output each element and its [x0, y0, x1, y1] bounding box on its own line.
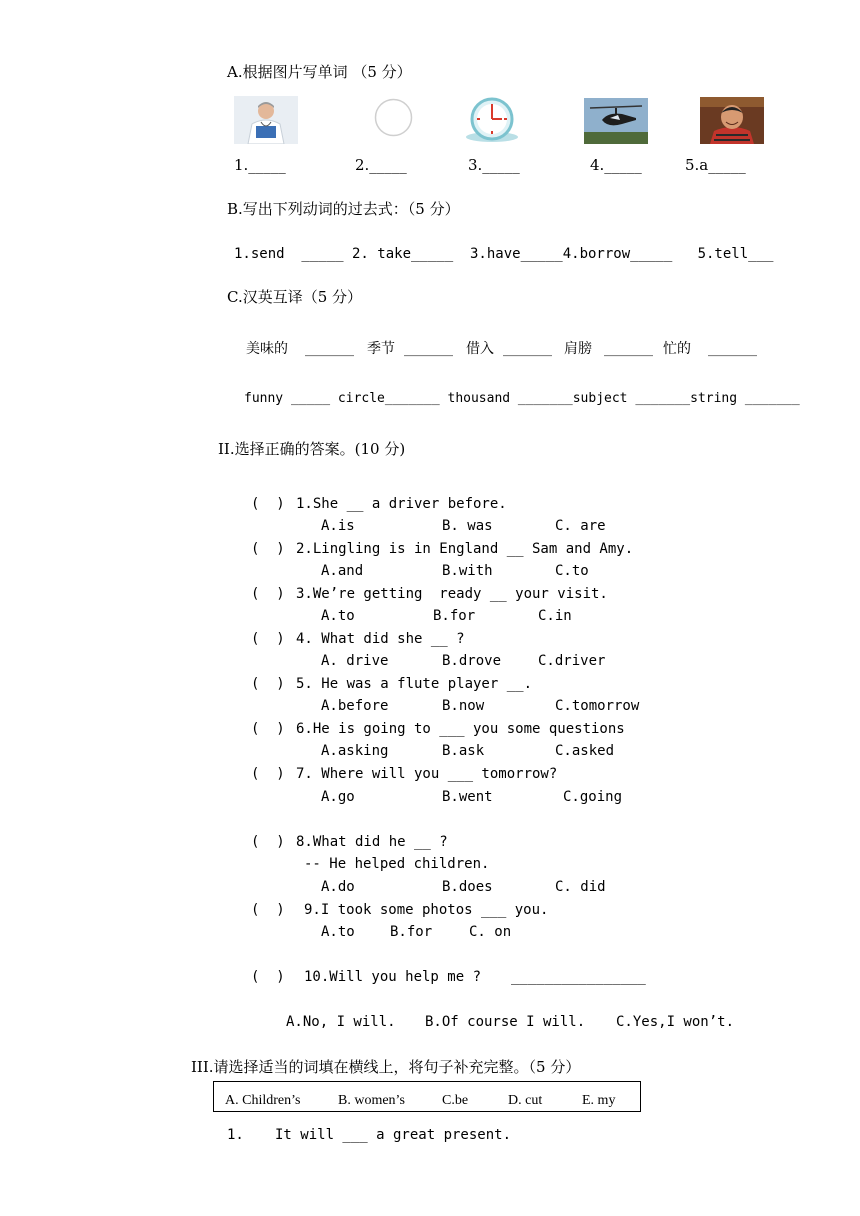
- a-blank-2[interactable]: 2._____: [355, 156, 407, 174]
- a-blank-1[interactable]: 1._____: [234, 156, 286, 174]
- question-8: 8.What did he __ ?: [296, 834, 448, 850]
- c-word-1: 美味的: [246, 341, 288, 357]
- a-blank-5[interactable]: 5.a_____: [685, 156, 746, 174]
- question-4: 4. What did she __ ?: [296, 631, 465, 647]
- word-bank-c: C.be: [442, 1093, 469, 1108]
- q9-option-b: B.for: [390, 924, 433, 940]
- q4-option-a: A. drive: [321, 653, 389, 669]
- q4-option-b: B.drove: [442, 653, 502, 669]
- q10-option-a: A.No, I will.: [286, 1014, 396, 1030]
- section-b-title: B.写出下列动词的过去式：（5 分）: [227, 200, 460, 218]
- section-c-line2[interactable]: funny _____ circle_______ thousand _______subject _______string _______: [244, 391, 800, 406]
- c-blank-3[interactable]: _______: [503, 341, 552, 357]
- q7-option-c: C.going: [563, 789, 623, 805]
- word-bank-box: [213, 1081, 641, 1112]
- word-bank-b: B. women’s: [338, 1093, 405, 1108]
- answer-paren-8[interactable]: ( ): [251, 834, 285, 850]
- q7-option-b: B.went: [442, 789, 493, 805]
- question-1: 1.She __ a driver before.: [296, 496, 507, 512]
- iii-question-1[interactable]: It will ___ a great present.: [275, 1127, 512, 1143]
- a-blank-3[interactable]: 3._____: [468, 156, 520, 174]
- q5-option-c: C.tomorrow: [555, 698, 640, 714]
- c-word-5: 忙的: [663, 341, 691, 357]
- question-2: 2.Lingling is in England __ Sam and Amy.: [296, 541, 634, 557]
- question-5: 5. He was a flute player __.: [296, 676, 533, 692]
- c-word-2: 季节: [367, 341, 395, 357]
- section-iii-title: III.请选择适当的词填在横线上，将句子补充完整。（5 分）: [191, 1058, 581, 1076]
- answer-paren-5[interactable]: ( ): [251, 676, 285, 692]
- q6-option-b: B.ask: [442, 743, 485, 759]
- c-blank-5[interactable]: _______: [708, 341, 757, 357]
- q5-option-b: B.now: [442, 698, 485, 714]
- word-bank-a: A. Children’s: [225, 1093, 301, 1108]
- answer-paren-1[interactable]: ( ): [251, 496, 285, 512]
- question-8-reply: -- He helped children.: [304, 856, 490, 872]
- q4-option-c: C.driver: [538, 653, 606, 669]
- question-9: 9.I took some photos ___ you.: [304, 902, 549, 918]
- q3-option-c: C.in: [538, 608, 572, 624]
- word-bank-d: D. cut: [508, 1093, 543, 1108]
- c-blank-1[interactable]: _______: [305, 341, 354, 357]
- question-10-blank[interactable]: ________________: [511, 969, 646, 985]
- c-word-3: 借入: [466, 341, 494, 357]
- q8-option-a: A.do: [321, 879, 355, 895]
- c-blank-4[interactable]: _______: [604, 341, 653, 357]
- q9-option-a: A.to: [321, 924, 355, 940]
- clock-picture: [460, 97, 524, 145]
- q3-option-b: B.for: [433, 608, 476, 624]
- q6-option-c: C.asked: [555, 743, 615, 759]
- section-b-line[interactable]: 1.send _____ 2. take_____ 3.have_____4.borrow_____ 5.tell___: [234, 246, 774, 262]
- question-3: 3.We’re getting ready __ your visit.: [296, 586, 608, 602]
- iii-question-1-number: 1.: [227, 1127, 244, 1143]
- q9-option-c: C. on: [469, 924, 512, 940]
- q3-option-a: A.to: [321, 608, 355, 624]
- answer-paren-4[interactable]: ( ): [251, 631, 285, 647]
- q6-option-a: A.asking: [321, 743, 389, 759]
- q10-option-b: B.Of course I will.: [425, 1014, 586, 1030]
- q2-option-a: A.and: [321, 563, 364, 579]
- q2-option-c: C.to: [555, 563, 589, 579]
- answer-paren-3[interactable]: ( ): [251, 586, 285, 602]
- helicopter-picture: [584, 98, 648, 144]
- answer-paren-6[interactable]: ( ): [251, 721, 285, 737]
- q1-option-b: B. was: [442, 518, 493, 534]
- question-10: 10.Will you help me ?: [304, 969, 482, 985]
- section-c-title: C.汉英互译（5 分）: [227, 288, 363, 306]
- answer-paren-7[interactable]: ( ): [251, 766, 285, 782]
- c-word-4: 肩膀: [564, 341, 592, 357]
- man-picture: [700, 97, 764, 144]
- q10-option-c: C.Yes,I won’t.: [616, 1014, 735, 1030]
- a-blank-4[interactable]: 4._____: [590, 156, 642, 174]
- q8-option-b: B.does: [442, 879, 493, 895]
- q5-option-a: A.before: [321, 698, 389, 714]
- q8-option-c: C. did: [555, 879, 606, 895]
- section-ii-title: II.选择正确的答案。(10 分): [218, 440, 406, 458]
- doctor-picture: [234, 96, 298, 144]
- q1-option-c: C. are: [555, 518, 606, 534]
- q7-option-a: A.go: [321, 789, 355, 805]
- q1-option-a: A.is: [321, 518, 355, 534]
- c-blank-2[interactable]: _______: [404, 341, 453, 357]
- answer-paren-9[interactable]: ( ): [251, 902, 285, 918]
- question-6: 6.He is going to ___ you some questions: [296, 721, 625, 737]
- answer-paren-2[interactable]: ( ): [251, 541, 285, 557]
- section-a-title: A.根据图片写单词 （5 分）: [227, 63, 412, 81]
- q2-option-b: B.with: [442, 563, 493, 579]
- question-7: 7. Where will you ___ tomorrow?: [296, 766, 558, 782]
- answer-paren-10[interactable]: ( ): [251, 969, 285, 985]
- circle-picture: [374, 98, 413, 137]
- word-bank-e: E. my: [582, 1093, 616, 1108]
